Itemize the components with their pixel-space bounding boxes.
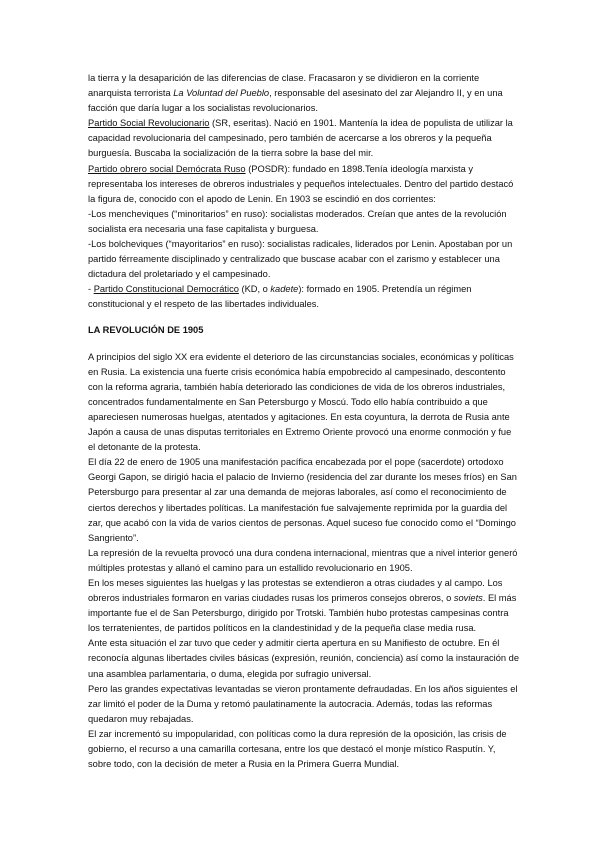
intro-paragraph (88, 71, 520, 116)
section-heading: LA REVOLUCIÓN DE 1905 (88, 324, 204, 335)
party-kd-text-b: ): formado en 1905. Pretendía un régimen constitucional y el respeto de las libertades individuales. (88, 284, 472, 310)
party-kd-text-a: (KD, o (238, 284, 271, 295)
party-posdr-name: Partido obrero social Demócrata Ruso (88, 163, 246, 174)
party-sr-text: (SR, eseritas). Nació en 1901. Mantenía la idea de populista de utilizar la capacidad revolucionaria del campesinado, pero también de acercarse a los obreros y la pequeña burguesía. Buscaba la socialización de la tierra sobre la base del mir. (88, 118, 513, 159)
party-posdr-text: (POSDR): fundado en 1898.Tenía ideología marxista y representaba los intereses de obreros industriales y pequeños intelectuales. Dentro del partido destacó la figura de, conocido con el apodo de Lenin. En 1903 se escindió en dos corrientes: (88, 163, 514, 204)
body-paragraph-4-text-a: En los meses siguientes las huelgas y las protestas se extendieron a otras ciudades y al campo. Los obreros industriales formaron en varias ciudades rusas los primeros consejos obreros, o (88, 578, 503, 604)
intro-text-b: , responsable del asesinato del zar Alejandro II, y en una facción que daría lugar a los socialistas revolucionarios. (88, 88, 503, 114)
document-body (88, 71, 520, 772)
party-sr-paragraph (88, 116, 520, 161)
intro-italic-term: La Voluntad del Pueblo (173, 88, 270, 99)
body-paragraph-3: La represión de la revuelta provocó una dura condena internacional, mientras que a nivel interior generó múltiples protestas y allanó el camino para un estallido revolucionario en 1905. (88, 547, 518, 573)
mencheviques-paragraph: -Los mencheviques (“minoritarios” en ruso): socialistas moderados. Creían que antes de la revolución socialista era necesaria una fase capitalista y burguesa. (88, 208, 507, 234)
party-kd-prefix: - (88, 284, 94, 295)
body-paragraph-4-text-b: . El más importante fue el de San Petersburgo, dirigido por Trotski. También hubo protestas campesinas contra los terratenientes, de partidos políticos en la clandestinidad y de la pequeña clase media rusa. (88, 593, 517, 634)
body-paragraph-2: El día 22 de enero de 1905 una manifestación pacífica encabezada por el pope (sacerdote) ortodoxo Georgi Gapon, se dirigió hacia el palacio de Invierno (residencia del zar durante los meses fríos) en San Petersburgo para presentar al zar una demanda de mejoras laborales, así como el reconocimiento de ciertos derechos y libertades políticas. La manifestación fue salvajemente reprimida por la guardia del zar, que acabó con la vida de varios cientos de personas. Aquel suceso fue conocido como el “Domingo Sangriento”. (88, 457, 517, 543)
body-paragraph-7: El zar incrementó su impopularidad, con políticas como la dura represión de la oposición, las crisis de gobierno, el recurso a una camarilla cortesana, entre los que destacó el monje místico Rasputín. Y, sobre todo, con la decisión de meter a Rusia en la Primera Guerra Mundial. (88, 728, 507, 770)
party-kd-italic-term: kadete (270, 284, 299, 295)
soviets-italic-term: soviets (453, 593, 483, 604)
party-kd-name: Partido Constitucional Democrático (93, 284, 239, 295)
body-paragraph-5: Ante esta situación el zar tuvo que ceder y admitir cierta apertura en su Manifiesto de octubre. En él reconocía algunas libertades civiles básicas (expresión, reunión, conciencia) así como la instauración de una asamblea parlamentaria, o duma, elegida por sufragio universal. (88, 638, 519, 679)
body-paragraph-4 (88, 576, 520, 636)
body-paragraph-1: A principios del siglo XX era evidente el deterioro de las circunstancias sociales, económicas y políticas en Rusia. La existencia una fuerte crisis económica había empobrecido al campesinado, descontento con la reforma agraria, también había deteriorado las condiciones de vida de los obreros industriales, concentrados fundamentalmente en San Petersburgo y Moscú. Todo ello había contribuido a que apareciesen numerosas huelgas, atentados y agitaciones. En esta coyuntura, la derrota de Rusia ante Japón a causa de unas disputas territoriales en Extremo Oriente provocó una enorme conmoción y fue el detonante de la protesta. (88, 351, 514, 453)
party-sr-name: Partido Social Revolucionario (88, 118, 210, 129)
intro-text-a: la tierra y la desaparición de las diferencias de clase. Fracasaron y se dividieron en la corriente anarquista terrorista (88, 73, 480, 99)
party-posdr-paragraph (88, 162, 520, 207)
body-paragraph-6: Pero las grandes expectativas levantadas se vieron prontamente defraudadas. En los años siguientes el zar limitó el poder de la Duma y retomó paulatinamente la autocracia. Además, todas las reformas quedaron muy rebajadas. (88, 683, 518, 724)
bolcheviques-paragraph: -Los bolcheviques (“mayoritarios” en ruso): socialistas radicales, liderados por Lenin. Apostaban por un partido férreamente disciplinado y centralizado que buscase acabar con el zarismo y establecer una dictadura del proletariado y el campesinado. (88, 239, 513, 280)
party-kd-paragraph (88, 282, 520, 312)
